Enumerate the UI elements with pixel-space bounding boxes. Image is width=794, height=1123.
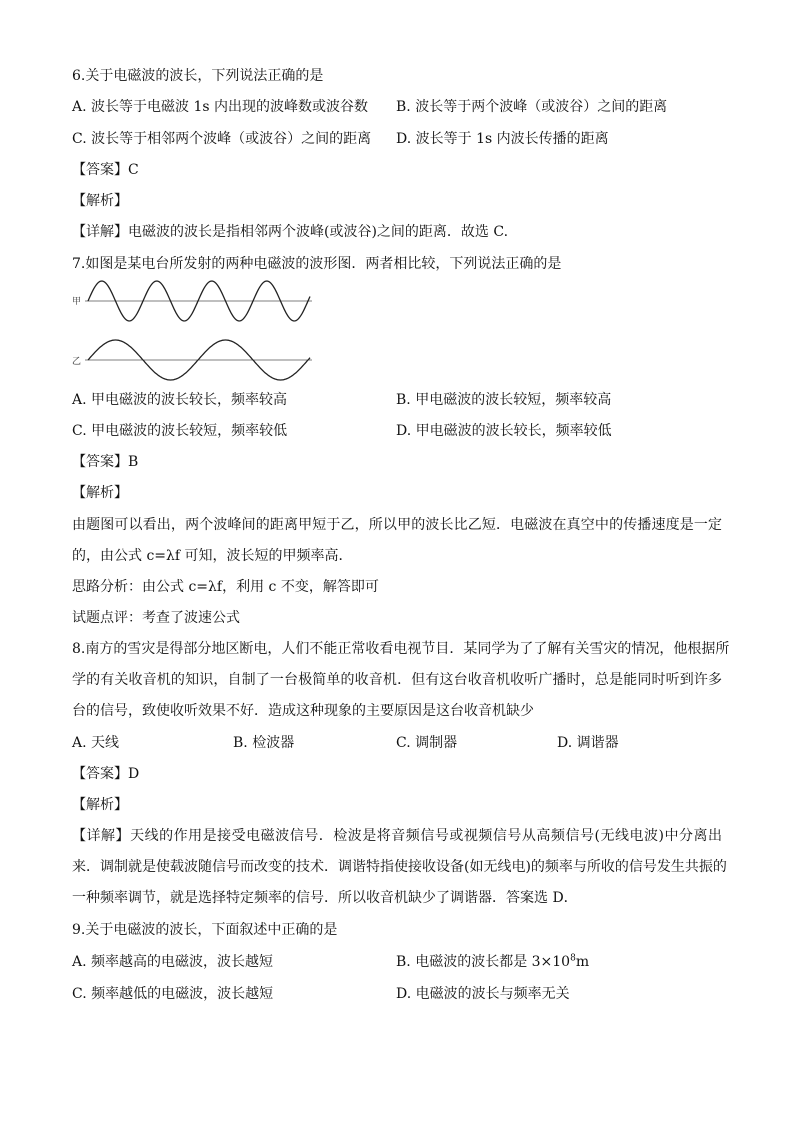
q6-detail-text: 电磁波的波长是指相邻两个波峰(或波谷)之间的距离．故选 C. bbox=[128, 224, 509, 240]
q6-stem: 6.关于电磁波的波长，下列说法正确的是 bbox=[72, 68, 324, 84]
answer-tag: 【答案】 bbox=[72, 766, 128, 782]
q6-option-c: C. 波长等于相邻两个波峰（或波谷）之间的距离 bbox=[72, 131, 372, 147]
answer-tag: 【答案】 bbox=[72, 162, 128, 178]
q6-answer: C bbox=[128, 162, 139, 178]
q7-analysis-line-2: 的，由公式 c=λf 可知，波长短的甲频率高． bbox=[72, 548, 353, 564]
q7-answer: B bbox=[128, 454, 139, 470]
q7-answer-line bbox=[72, 452, 138, 472]
q7-wave-figure bbox=[72, 276, 322, 386]
q8-detail-text-1: 天线的作用是接受电磁波信号．检波是将音频信号或视频信号从高频信号(无线电波)中分离出 bbox=[130, 828, 723, 844]
q7-option-b: B. 甲电磁波的波长较短，频率较高 bbox=[396, 392, 612, 408]
q8-stem-line-3: 台的信号，致使收听效果不好．造成这种现象的主要原因是这台收音机缺少 bbox=[72, 703, 534, 719]
answer-tag: 【答案】 bbox=[72, 454, 128, 470]
q9-option-b-unit: m bbox=[575, 954, 590, 970]
q9-option-a: A. 频率越高的电磁波，波长越短 bbox=[72, 954, 274, 970]
q8-detail-line-2: 来．调制就是使载波随信号而改变的技术．调谐特指使接收设备(如无线电)的频率与所收的信号发生共振的 bbox=[72, 859, 727, 875]
q8-detail-line-1 bbox=[72, 826, 722, 846]
q7-stem: 7.如图是某电台所发射的两种电磁波的波形图．两者相比较，下列说法正确的是 bbox=[72, 256, 562, 272]
q7-thought: 思路分析：由公式 c=λf，利用 c 不变，解答即可 bbox=[72, 579, 379, 595]
q9-option-b-exponent: 8 bbox=[570, 953, 576, 964]
q9-option-c: C. 频率越低的电磁波，波长越短 bbox=[72, 986, 274, 1002]
q7-review: 试题点评：考查了波速公式 bbox=[72, 610, 240, 626]
q7-analysis-line-1: 由题图可以看出，两个波峰间的距离甲短于乙，所以甲的波长比乙短．电磁波在真空中的传播速度是一定 bbox=[72, 517, 722, 533]
q9-option-d: D. 电磁波的波长与频率无关 bbox=[396, 986, 570, 1002]
q8-detail-line-3: 一种频率调节，就是选择特定频率的信号．所以收音机缺少了调谐器．答案选 D． bbox=[72, 890, 578, 906]
q6-detail bbox=[72, 222, 508, 242]
q9-option-b-text: B. 电磁波的波长都是 3×10 bbox=[396, 954, 571, 970]
q6-answer-line bbox=[72, 160, 139, 180]
q8-stem-line-2: 学的有关收音机的知识，自制了一台极简单的收音机．但有这台收音机收听广播时，总是能同时听到许多 bbox=[72, 672, 722, 688]
q8-stem-line-1: 8.南方的雪灾是得部分地区断电，人们不能正常收看电视节目．某同学为了了解有关雪灾的情况，他根据所 bbox=[72, 641, 730, 657]
q6-option-a: A. 波长等于电磁波 1s 内出现的波峰数或波谷数 bbox=[72, 99, 369, 115]
q6-option-b: B. 波长等于两个波峰（或波谷）之间的距离 bbox=[396, 99, 668, 115]
q7-analysis-tag: 【解析】 bbox=[72, 485, 128, 501]
wave-label-yi: 乙 bbox=[72, 357, 82, 367]
q8-option-b: B. 检波器 bbox=[233, 735, 295, 751]
detail-tag: 【详解】 bbox=[72, 224, 128, 240]
q7-option-c: C. 甲电磁波的波长较短，频率较低 bbox=[72, 423, 288, 439]
q6-option-d: D. 波长等于 1s 内波长传播的距离 bbox=[396, 131, 609, 147]
q6-analysis-tag: 【解析】 bbox=[72, 193, 128, 209]
wave-label-jia: 甲 bbox=[72, 297, 82, 307]
q7-option-d: D. 甲电磁波的波长较长，频率较低 bbox=[396, 423, 612, 439]
q8-answer-line bbox=[72, 764, 139, 784]
q9-option-b bbox=[396, 952, 589, 972]
q9-stem: 9.关于电磁波的波长，下面叙述中正确的是 bbox=[72, 922, 338, 938]
q8-answer: D bbox=[128, 766, 140, 782]
q7-option-a: A. 甲电磁波的波长较长，频率较高 bbox=[72, 392, 288, 408]
q8-analysis-tag: 【解析】 bbox=[72, 797, 128, 813]
q8-option-c: C. 调制器 bbox=[396, 735, 458, 751]
detail-tag: 【详解】 bbox=[72, 828, 131, 844]
q8-option-d: D. 调谐器 bbox=[557, 735, 619, 751]
q8-option-a: A. 天线 bbox=[72, 735, 120, 751]
